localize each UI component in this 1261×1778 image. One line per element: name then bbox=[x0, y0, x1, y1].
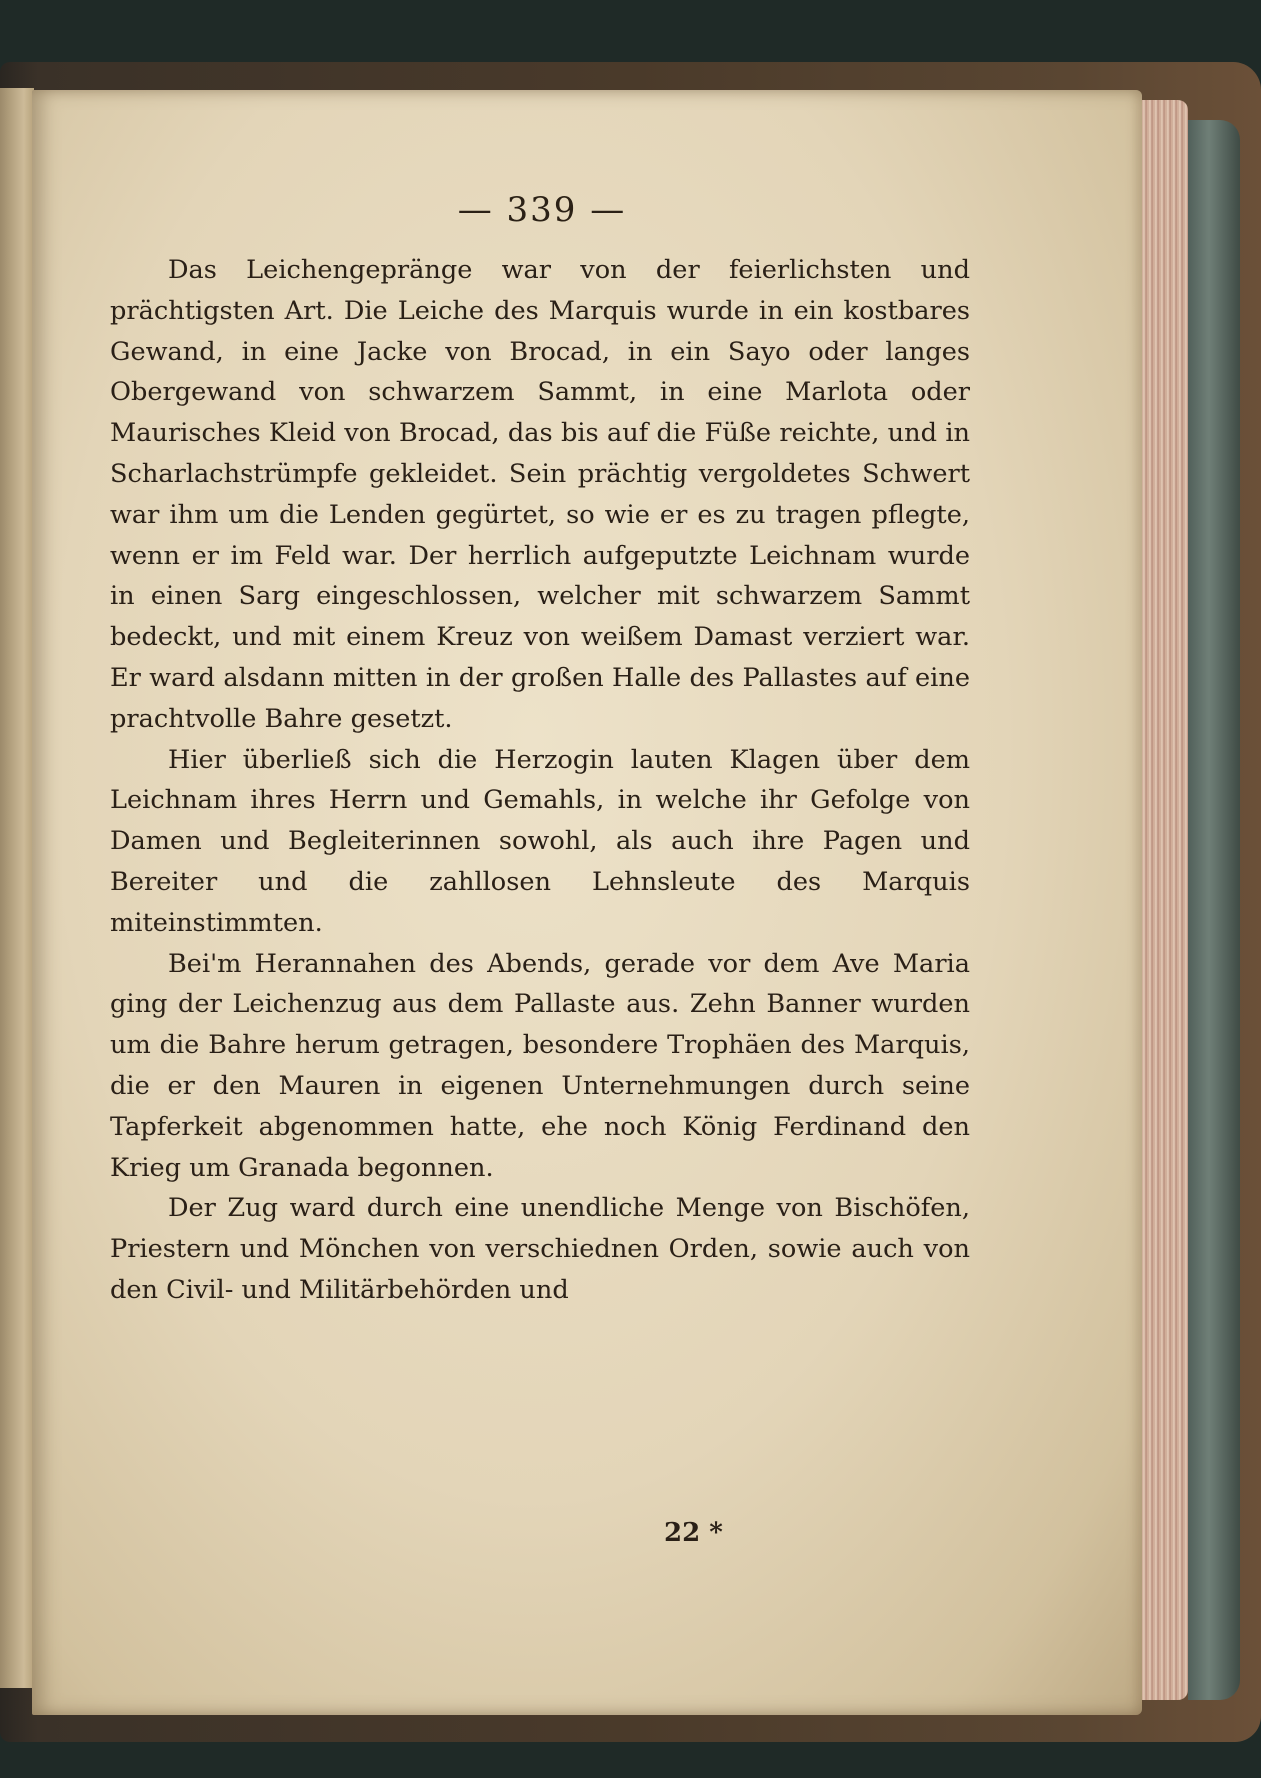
page-number-header: — 339 — bbox=[457, 190, 627, 230]
paragraph-4: Der Zug ward durch eine unendliche Menge von Bischöfen, Priestern und Mönchen von verschiednen Orden, sowie auch von den Civil- und Militärbehörden und bbox=[110, 1193, 970, 1305]
cover-edge bbox=[1188, 120, 1240, 1700]
paragraph-3: Bei'm Herannahen des Abends, gerade vor dem Ave Maria ging der Leichenzug aus dem Pallaste aus. Zehn Banner wurden um die Bahre herum getragen, besondere Trophäen des Marquis, die er den Mauren in eigenen Unternehmungen durch seine Tapferkeit abgenommen hatte, ehe noch König Ferdinand den Krieg um Granada begonnen. bbox=[110, 948, 970, 1183]
paragraph-2: Hier überließ sich die Herzogin lauten Klagen über dem Leichnam ihres Herrn und Gemahls, in welche ihr Gefolge von Damen und Begleiterinnen sowohl, als auch ihre Pagen und Bereiter und die zahllosen Lehnsleute des Marquis miteinstimmten. bbox=[110, 744, 970, 938]
page-body bbox=[110, 250, 970, 1311]
paragraph-1: Das Leichengepränge war von der feierlichsten und prächtigsten Art. Die Leiche des Marquis wurde in ein kostbares Gewand, in eine Jacke von Brocad, in ein Sayo oder langes Obergewand von schwarzem Sammt, in eine Marlota oder Maurisches Kleid von Brocad, das bis auf die Füße reichte, und in Scharlachstrümpfe gekleidet. Sein prächtig vergoldetes Schwert war ihm um die Lenden gegürtet, so wie er es zu tragen pflegte, wenn er im Feld war. Der herrlich aufgeputzte Leichnam wurde in einen Sarg eingeschlossen, welcher mit schwarzem Sammt bedeckt, und mit einem Kreuz von weißem Damast verziert war. Er ward alsdann mitten in der großen Halle des Pallastes auf eine prachtvolle Bahre gesetzt. bbox=[110, 255, 970, 734]
left-page-edge bbox=[0, 88, 34, 1688]
book-page bbox=[32, 90, 1142, 1715]
signature-mark: 22 * bbox=[664, 1518, 723, 1548]
